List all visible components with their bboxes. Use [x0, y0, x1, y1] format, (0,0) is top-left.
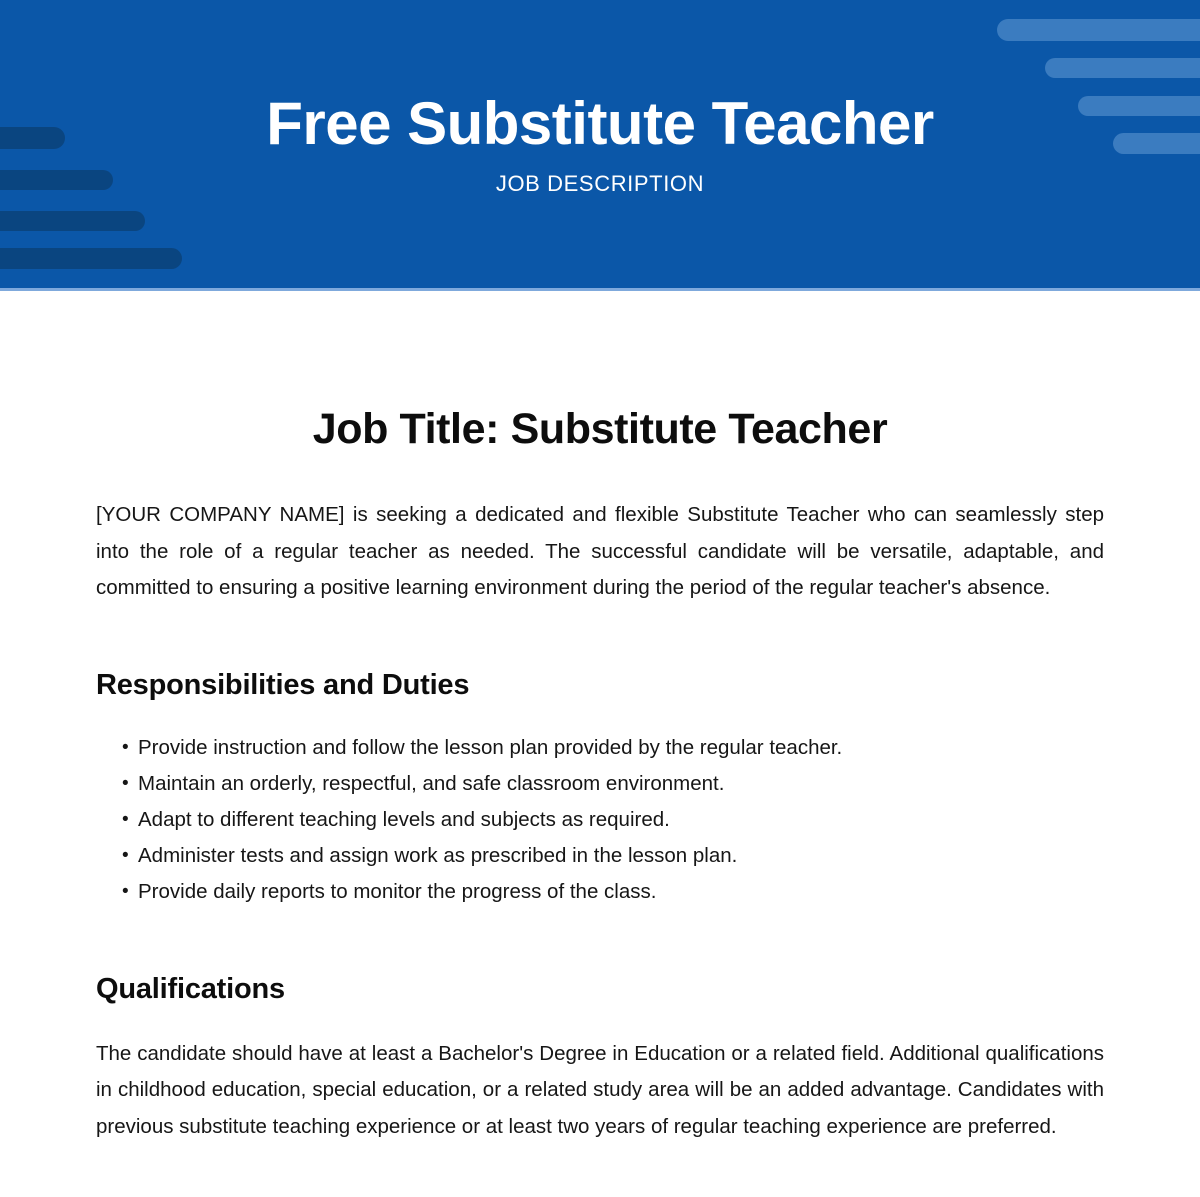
list-item: • Adapt to different teaching levels and subjects as required.	[122, 802, 1104, 838]
list-item: • Maintain an orderly, respectful, and safe classroom environment.	[122, 766, 1104, 802]
section-heading-responsibilities: Responsibilities and Duties	[96, 668, 470, 701]
document-body	[0, 288, 1200, 1145]
banner-subtitle: JOB DESCRIPTION	[495, 170, 705, 196]
qualifications-paragraph: The candidate should have at least a Bachelor's Degree in Education or a related field. Additional qualifications in childhood education, special education, or a related study area will be an added advantage. Candidates with previous substitute teaching experience or at least two years of regular teaching experience are preferred.	[96, 1041, 1104, 1138]
list-item: • Provide instruction and follow the lesson plan provided by the regular teacher.	[122, 730, 1104, 766]
responsibilities-list	[96, 730, 1104, 910]
intro-paragraph: [YOUR COMPANY NAME] is seeking a dedicated and flexible Substitute Teacher who can seamlessly step into the role of a regular teacher as needed. The successful candidate will be versatile, adaptable, and committed to ensuring a positive learning environment during the period of the regular teacher's absence.	[96, 503, 1104, 600]
list-item: • Provide daily reports to monitor the progress of the class.	[122, 874, 1104, 910]
header-text-block	[0, 0, 1200, 288]
page-title: Job Title: Substitute Teacher	[312, 405, 888, 453]
header-banner	[0, 0, 1200, 288]
section-heading-qualifications: Qualifications	[96, 972, 285, 1005]
list-item: • Administer tests and assign work as prescribed in the lesson plan.	[122, 838, 1104, 874]
banner-title: Free Substitute Teacher	[266, 89, 934, 157]
